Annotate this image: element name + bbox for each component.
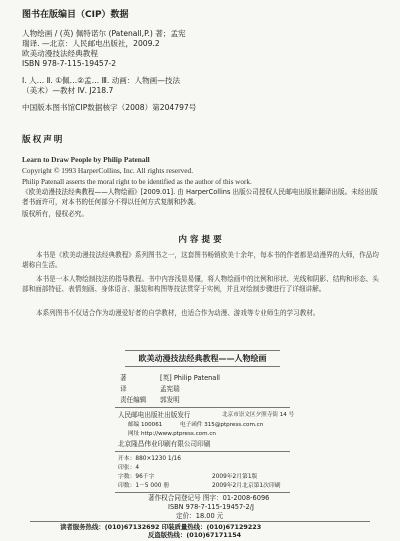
- copyright-notice: Copyright © 1993 HarperCollins, Inc. All rights reserved.: [22, 166, 194, 175]
- edition: 2009年2月第1版: [212, 474, 258, 480]
- editor-value: 郭发明: [160, 396, 180, 404]
- printer: 北京隆昌伟业印刷有限公司印刷: [118, 440, 211, 448]
- price: 定价：18.00 元: [176, 512, 224, 520]
- translator-value: 孟宪瑞: [160, 385, 180, 393]
- license-note: 者书面许可，对本书的任何部分不得以任何方式复制和抄袭。: [22, 198, 201, 206]
- printing: 2009年2月北京第1次印刷: [212, 483, 281, 489]
- print-count: 印数：1－5 000 册: [118, 483, 170, 489]
- summary-paragraph: 本系列图书不仅适合作为动漫爱好者的自学教材，也适合作为动漫、游戏等专业师生的学习教材。: [36, 309, 320, 317]
- divider: [115, 492, 290, 493]
- author-label: 著: [120, 374, 127, 382]
- publisher: 人民邮电出版社出版发行: [118, 411, 191, 419]
- publisher-address: 北京市崇文区夕照寺街 14 号: [222, 412, 295, 418]
- website: 网址 http://www.ptpress.com.cn: [128, 431, 216, 437]
- registration-number: 著作权合同登记号 图字：01-2008-6096: [148, 494, 270, 502]
- sheets: 印张：4: [118, 465, 140, 471]
- divider: [115, 451, 290, 452]
- word-count: 字数：96千字: [118, 474, 155, 480]
- rights-reserved: 版权所有，侵权必究。: [22, 210, 88, 218]
- watermark: [178, 106, 274, 128]
- hotline-piracy: 反盗版热线：(010)67171154: [148, 531, 242, 539]
- summary-paragraph: 本书是一本人物绘制技法的指导教程。书中内容浅显易懂，将人物绘画中的比例和形状、光线和阴影、结构和形态、头部和面部特征、表情刻画、身体语言、服装和构图等技法贯穿于实例，并且对绘制步骤进行了详细讲解。: [22, 275, 379, 293]
- book-title: 欧美动漫技法经典教程——人物绘画: [138, 354, 267, 363]
- moral-right: Philip Patenall asserts the moral right to be identified as the author of this work.: [22, 178, 252, 186]
- english-title: Learn to Draw People by Philip Patenall: [22, 155, 150, 164]
- hotline-reader: 读者服务热线：(010)67132692 印装质量热线：(010)67129223: [60, 523, 262, 531]
- divider: [115, 407, 290, 408]
- cip-line: 欧美动漫技法经典教程: [22, 49, 98, 58]
- divider: [125, 366, 280, 367]
- license-note: 《欧美动漫技法经典教程——人物绘画》[2009.01]. 由 HarperCollins 出版公司授权人民邮电出版社翻译出版。未经出版: [22, 188, 378, 196]
- email: 电子函件 315@ptpress.com.cn: [180, 422, 264, 428]
- format: 开本：880×1230 1/16: [118, 456, 181, 462]
- cip-line: 人物绘画 / (英) 佩特诺尔 (Patenall,P.) 著；孟宪: [22, 29, 186, 38]
- copyright-heading: 版权声明: [22, 135, 65, 145]
- cip-isbn: ISBN 978-7-115-19457-2: [22, 59, 117, 68]
- cip-classification: （美术）—教材 Ⅳ. J218.7: [22, 86, 114, 95]
- summary-paragraph: 本书是《欧美动漫技法经典教程》系列图书之一，这套图书畅销欧美十余年，每本书的作者都是动漫界的大师，作品均堪称自生活。: [22, 251, 379, 269]
- editor-label: 责任编辑: [120, 396, 147, 404]
- isbn: ISBN 978-7-115-19457-2/J: [168, 503, 254, 511]
- postcode: 邮编 100061: [128, 422, 163, 428]
- divider: [125, 350, 280, 351]
- cip-number: 中国版本图书馆CIP数据核字（2008）第204797号: [22, 103, 197, 112]
- divider: [30, 521, 370, 522]
- translator-label: 译: [120, 385, 127, 393]
- author-value: [英] Philip Patenall: [160, 374, 221, 382]
- summary-heading: 内 容 提 要: [178, 235, 222, 245]
- cip-heading: 图书在版编目（CIP）数据: [22, 10, 129, 20]
- cip-classification: Ⅰ. 人… Ⅱ. ①佩…②孟… Ⅲ. 动画：人物画—技法: [22, 76, 181, 85]
- cip-line: 瑞译. —北京：人民邮电出版社，2009.2: [22, 39, 160, 48]
